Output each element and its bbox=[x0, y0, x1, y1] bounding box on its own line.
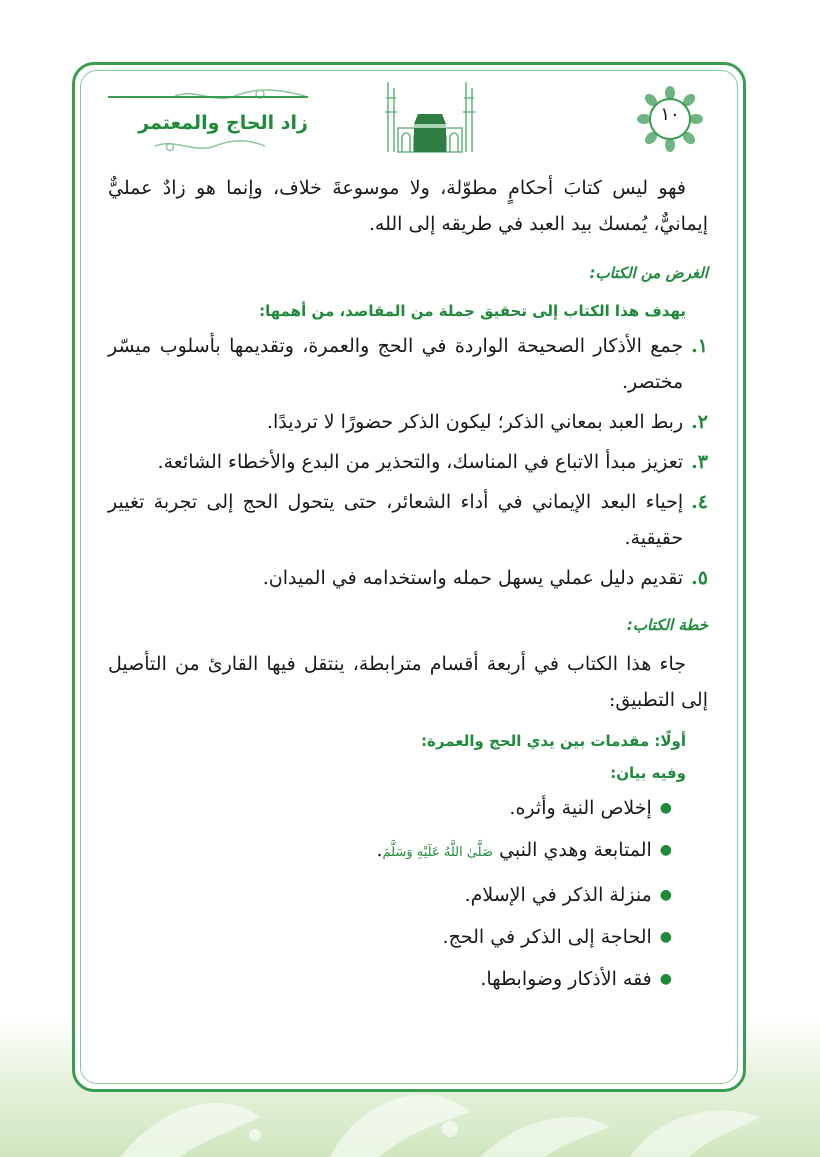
list-item-text: المتابعة وهدي النبي صَلَّىٰ اللَّهُ عَلَيْهِ وَسَلَّمَ. bbox=[376, 839, 652, 861]
book-title: زاد الحاج والمعتمر bbox=[138, 112, 308, 134]
part-heading: أولًا: مقدمات بين يدي الحج والعمرة: bbox=[421, 732, 686, 750]
goals-list bbox=[108, 328, 708, 596]
list-item-number: ١. bbox=[691, 335, 708, 357]
topics-list bbox=[108, 790, 708, 997]
bullet-icon: ● bbox=[659, 887, 672, 903]
list-item-text: ربط العبد بمعاني الذكر؛ ليكون الذكر حضورًا لا ترديدًا. bbox=[266, 411, 684, 433]
title-ornament-bottom-icon bbox=[150, 138, 270, 154]
list-item bbox=[108, 328, 708, 400]
list-item-number: ٥. bbox=[691, 567, 708, 589]
list-item bbox=[108, 877, 672, 913]
list-item-number: ٢. bbox=[691, 411, 708, 433]
plan-paragraph: جاء هذا الكتاب في أربعة أقسام مترابطة، ينتقل فيها القارئ من التأصيل إلى التطبيق: bbox=[108, 653, 708, 711]
bullet-icon: ● bbox=[659, 929, 672, 945]
list-item-text: الحاجة إلى الذكر في الحج. bbox=[442, 926, 652, 948]
page-number: ١٠ bbox=[660, 104, 680, 125]
list-item bbox=[108, 961, 672, 997]
list-item-number: ٤. bbox=[691, 491, 708, 513]
list-item-text-main: المتابعة وهدي النبي bbox=[499, 839, 652, 861]
list-item bbox=[108, 444, 708, 480]
page-header bbox=[0, 0, 820, 160]
part-contains-label: وفيه بيان: bbox=[610, 764, 686, 782]
list-item bbox=[108, 404, 708, 440]
list-item bbox=[108, 790, 672, 826]
list-item-text: إحياء البعد الإيماني في أداء الشعائر، حتى يتحول الحج إلى تجربة تغيير حقيقية. bbox=[108, 491, 684, 549]
section-heading-plan: خطة الكتاب: bbox=[626, 616, 708, 634]
section-heading-purpose: الغرض من الكتاب: bbox=[589, 264, 708, 282]
list-item-text: تعزيز مبدأ الاتباع في المناسك، والتحذير من البدع والأخطاء الشائعة. bbox=[157, 451, 684, 473]
bullet-icon: ● bbox=[659, 971, 672, 987]
kaaba-icon bbox=[380, 78, 480, 154]
page-content bbox=[108, 170, 708, 1003]
list-item bbox=[108, 832, 672, 871]
list-item-text: جمع الأذكار الصحيحة الواردة في الحج والعمرة، وتقديمها بأسلوب ميسّر مختصر. bbox=[108, 335, 684, 393]
list-item-text: تقديم دليل عملي يسهل حمله واستخدامه في الميدان. bbox=[262, 567, 684, 589]
list-item bbox=[108, 484, 708, 556]
bullet-icon: ● bbox=[659, 842, 672, 858]
intro-paragraph: فهو ليس كتابَ أحكامٍ مطوّلة، ولا موسوعةَ خلاف، وإنما هو زادٌ عمليٌّ إيمانيٌّ، يُمسك بيد العبد في طريقه إلى الله. bbox=[108, 177, 708, 235]
honorific-text: صَلَّىٰ اللَّهُ عَلَيْهِ وَسَلَّمَ bbox=[382, 845, 494, 860]
list-item bbox=[108, 560, 708, 596]
list-item-text: إخلاص النية وأثره. bbox=[509, 797, 652, 819]
list-item bbox=[108, 919, 672, 955]
list-item-text: فقه الأذكار وضوابطها. bbox=[480, 968, 652, 990]
list-item-number: ٣. bbox=[691, 451, 708, 473]
list-item-text: منزلة الذكر في الإسلام. bbox=[464, 884, 652, 906]
purpose-lead: يهدف هذا الكتاب إلى تحقيق جملة من المقاصد، من أهمها: bbox=[259, 302, 686, 320]
title-underline bbox=[108, 96, 308, 98]
bullet-icon: ● bbox=[659, 800, 672, 816]
